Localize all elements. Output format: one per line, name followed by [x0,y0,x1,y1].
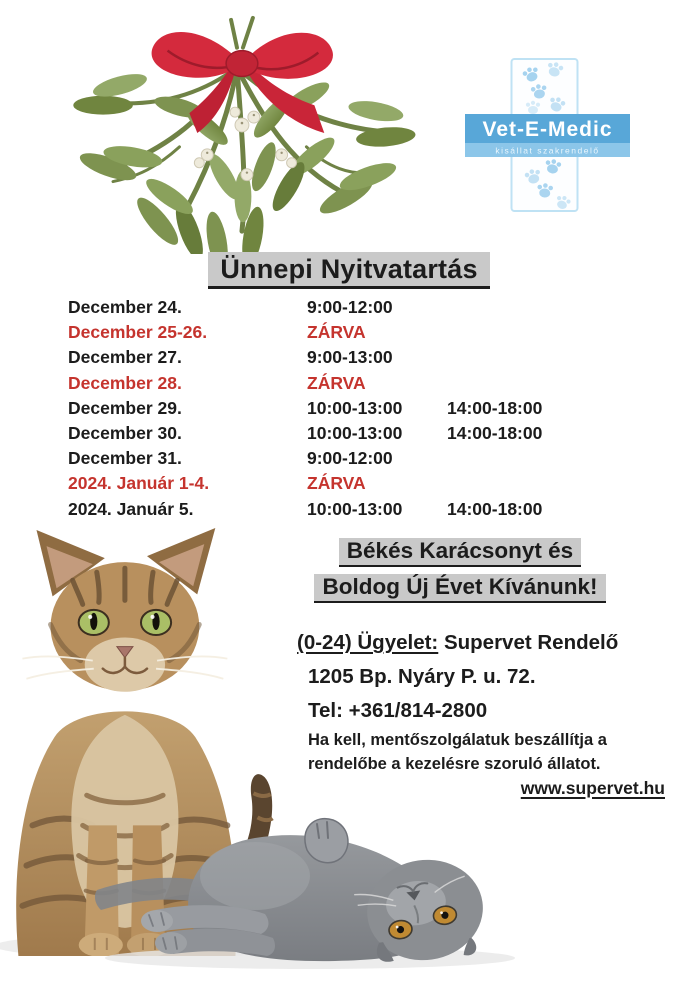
schedule-time2 [447,345,617,370]
page-title: Ünnepi Nyitvatartás [208,252,489,289]
emergency-address: 1205 Bp. Nyáry P. u. 72. [308,665,536,688]
emergency-clinic-name: Supervet Rendelő [438,631,619,654]
logo-subtitle: kisállat szakrendelő [495,145,600,156]
schedule-time1: 9:00-12:00 [307,297,393,317]
gray-cat-image [95,798,525,973]
schedule-date: December 25-26. [68,322,208,343]
schedule-time2: 14:00-18:00 [447,423,543,444]
schedule-time2: 14:00-18:00 [447,397,543,418]
schedule-date: December 31. [68,448,182,469]
emergency-note-2: rendelőbe a kezelésre szoruló állatot. [308,755,601,773]
schedule-time2 [447,471,617,496]
schedule-time2 [447,446,617,471]
greeting-line-1: Békés Karácsonyt és [339,538,581,567]
schedule-date: December 28. [68,372,182,393]
emergency-note-1: Ha kell, mentőszolgálatuk beszállítja a [308,731,607,749]
emergency-label: (0-24) Ügyelet: [297,631,439,654]
website-row [297,778,665,799]
title-row [0,252,698,289]
emergency-phone: Tel: +361/814-2800 [308,699,488,722]
emergency-title [297,626,693,660]
schedule-time1: 10:00-13:00 [307,498,403,519]
mistletoe-image [57,6,417,254]
greeting-block [285,538,635,610]
schedule-table [68,295,643,522]
clinic-logo [465,58,630,213]
schedule-time1: ZÁRVA [307,372,366,393]
emergency-contact-block [297,626,693,799]
schedule-date: December 30. [68,423,182,444]
greeting-line-2: Boldog Új Évet Kívánunk! [314,574,605,603]
schedule-time1: ZÁRVA [307,473,366,494]
logo-name: Vet-E-Medic [482,118,613,141]
schedule-time1: 9:00-12:00 [307,448,393,469]
schedule-date: December 27. [68,347,182,368]
schedule-time1: ZÁRVA [307,322,366,343]
schedule-time2 [447,371,617,396]
schedule-time1: 10:00-13:00 [307,397,403,418]
website-link: www.supervet.hu [520,778,665,798]
schedule-time2 [447,295,617,320]
schedule-time1: 9:00-13:00 [307,347,393,368]
schedule-date: 2024. Január 5. [68,498,194,519]
schedule-date: 2024. Január 1-4. [68,473,210,494]
schedule-time2: 14:00-18:00 [447,498,543,519]
schedule-date: December 29. [68,397,182,418]
schedule-date: December 24. [68,297,182,317]
schedule-time2 [447,320,617,345]
schedule-time1: 10:00-13:00 [307,423,403,444]
